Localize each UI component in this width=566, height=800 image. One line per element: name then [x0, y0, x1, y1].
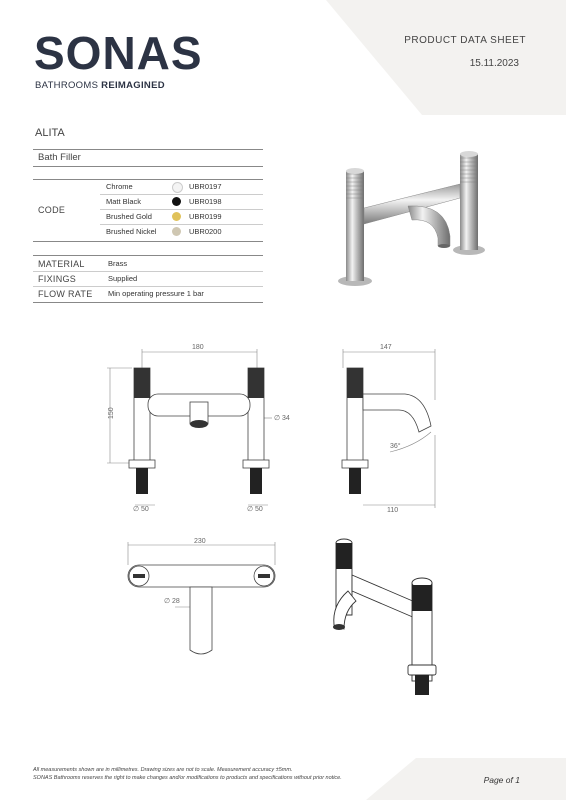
code-label: CODE [38, 205, 66, 215]
product-code: UBR0199 [189, 212, 222, 221]
matt-black-swatch [172, 197, 181, 206]
finish-name: Brushed Gold [106, 212, 152, 221]
divider [33, 255, 263, 256]
page-total: 1 [515, 775, 520, 785]
page-prefix: Page [483, 775, 504, 785]
brushed-gold-swatch [172, 212, 181, 221]
chrome-swatch [172, 182, 183, 193]
brand-tagline [35, 80, 165, 91]
divider [100, 209, 263, 210]
page-number [484, 775, 520, 785]
divider [100, 194, 263, 195]
tagline-bold: REIMAGINED [101, 80, 165, 91]
finish-name: Brushed Nickel [106, 227, 157, 236]
divider [33, 179, 263, 180]
divider [33, 166, 263, 167]
divider [100, 224, 263, 225]
product-photo [328, 146, 498, 296]
front-elevation-drawing [100, 340, 300, 520]
footer-disclaimer: All measurements shown are in millimetres. Drawing sizes are not to scale. Measurement accuracy ±5mm. [33, 767, 293, 773]
finish-name: Matt Black [106, 197, 142, 206]
footer-disclaimer: SONAS Bathrooms reserves the right to make changes and/or modifications to products and specifications without prior notice. [33, 775, 342, 781]
side-elevation-drawing [335, 340, 445, 520]
document-title: PRODUCT DATA SHEET [404, 35, 526, 46]
product-code: UBR0197 [189, 182, 222, 191]
brushed-nickel-swatch [172, 227, 181, 236]
spec-label-material: MATERIAL [38, 259, 85, 269]
spec-value-flow-rate: Min operating pressure 1 bar [108, 289, 204, 298]
spec-label-flow-rate: FLOW RATE [38, 289, 93, 299]
divider [33, 286, 263, 287]
dimension-label: ∅ 50 [247, 506, 263, 513]
product-type: Bath Filler [38, 152, 81, 163]
dimension-label: ∅ 34 [274, 415, 290, 422]
divider [33, 149, 263, 150]
dimension-label: 180 [192, 344, 204, 351]
tagline-prefix: BATHROOMS [35, 80, 102, 91]
footer-background-shape [366, 758, 566, 800]
spec-value-fixings: Supplied [108, 274, 138, 283]
top-view-drawing [120, 535, 290, 665]
divider [33, 302, 263, 303]
divider [33, 271, 263, 272]
brand-logo: SONAS [34, 27, 203, 79]
dimension-label: ∅ 50 [133, 506, 149, 513]
spec-label-fixings: FIXINGS [38, 274, 77, 284]
dimension-label: ∅ 28 [164, 598, 180, 605]
dimension-label: 230 [194, 538, 206, 545]
isometric-drawing [322, 525, 452, 700]
document-date: 15.11.2023 [469, 58, 519, 69]
dimension-label: 110 [387, 507, 399, 514]
page-of: of [505, 775, 513, 785]
dimension-label: 36° [390, 443, 401, 450]
header-background-shape [326, 0, 566, 115]
product-code: UBR0198 [189, 197, 222, 206]
product-name: ALITA [35, 127, 65, 139]
dimension-label: 150 [108, 407, 115, 419]
product-code: UBR0200 [189, 227, 222, 236]
finish-name: Chrome [106, 182, 133, 191]
divider [33, 241, 263, 242]
dimension-label: 147 [380, 344, 392, 351]
spec-value-material: Brass [108, 259, 128, 268]
